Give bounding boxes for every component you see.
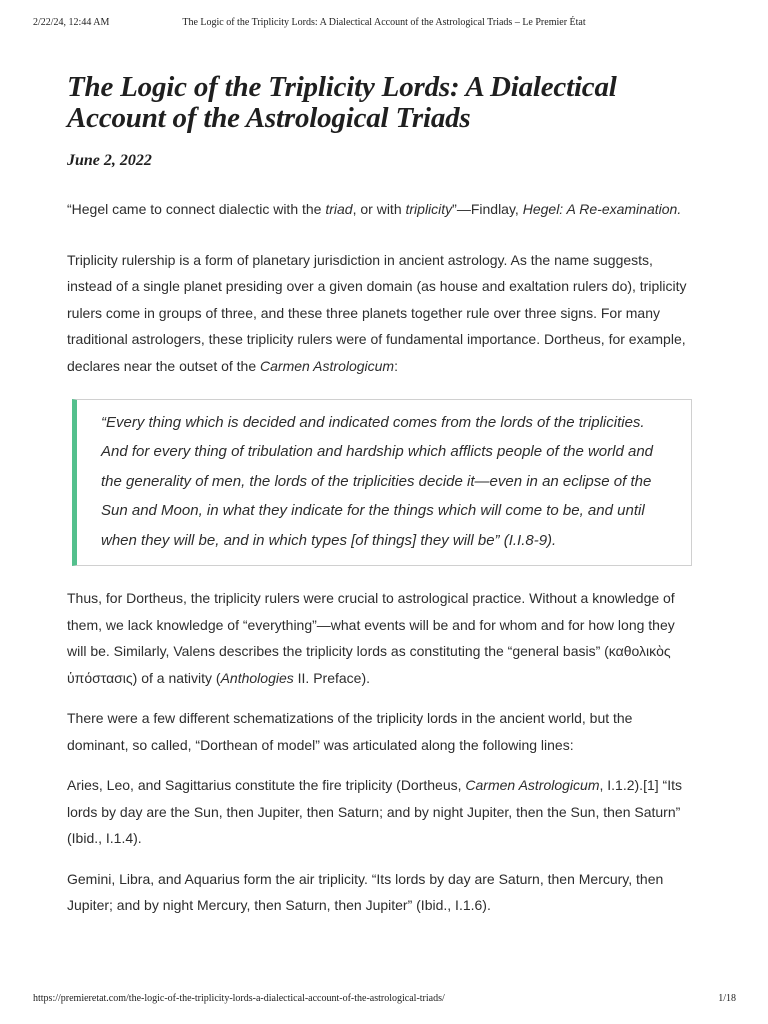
- book-title: Carmen Astrologicum: [260, 357, 395, 374]
- book-title: Anthologies: [220, 669, 294, 686]
- article-title: The Logic of the Triplicity Lords: A Dialectical Account of the Astrological Triads: [67, 71, 617, 134]
- blockquote-text: “Every thing which is decided and indicated comes from the lords of the triplicities. And for every thing of tribulation and hardship which afflicts people of the world and the generality of men, the lords of the triplicities decide it—even in an eclipse of the Sun and Moon, in what they indicate for the things which will come to be, and until when they will be, and in which types [of things] they will be” (I.I.8-9).: [101, 414, 653, 549]
- print-page-number: 1/18: [718, 993, 736, 1004]
- epigraph-emphasis: triplicity: [405, 201, 453, 217]
- print-header: [0, 17, 768, 31]
- blockquote: [72, 399, 692, 566]
- paragraph-models: There were a few different schematizations of the triplicity lords in the ancient world, but the dominant, so called, “Dorthean of model” was articulated along the following lines:: [67, 710, 633, 753]
- paragraph-text: Aries, Leo, and Sagittarius constitute the fire triplicity (Dortheus,: [67, 777, 466, 794]
- paragraph-fire-triplicity: [67, 772, 690, 852]
- epigraph-citation: Hegel: A Re-examination.: [522, 201, 682, 217]
- print-footer: [0, 993, 768, 1007]
- article: [67, 72, 690, 919]
- paragraph-thus: [67, 585, 690, 691]
- paragraph-text: Triplicity rulership is a form of planetary jurisdiction in ancient astrology. As the name suggests, instead of a single planet presiding over a given domain (as house and exaltation rulers do), triplicity rulers come in groups of three, and these three planets together rule over three signs. For many traditional astrologers, these triplicity rulers were of fundamental importance. Dortheus, for example, declares near the outset of the: [67, 251, 687, 374]
- article-date: June 2, 2022: [67, 152, 152, 169]
- epigraph-text: , or with: [352, 201, 406, 217]
- paragraph-text: II. Preface).: [293, 669, 371, 686]
- paragraph-air-triplicity: Gemini, Libra, and Aquarius form the air triplicity. “Its lords by day are Saturn, then Mercury, then Jupiter; and by night Mercury, then Saturn, then Jupiter” (Ibid., I.1.6).: [67, 870, 664, 914]
- epigraph-emphasis: triad: [325, 201, 353, 217]
- print-date: 2/22/24, 12:44 AM: [33, 17, 110, 28]
- paragraph-text: , I.1.2).[1] “Its lords by day are the Sun, then Jupiter, then Saturn; and by night Jupiter, then the Sun, then Saturn” (Ibid., I.1.4).: [67, 777, 682, 847]
- epigraph-text: “Hegel came to connect dialectic with the: [67, 201, 326, 217]
- epigraph-text: ”—Findlay,: [452, 201, 523, 217]
- book-title: Carmen Astrologicum: [465, 777, 600, 794]
- print-page-title: The Logic of the Triplicity Lords: A Dialectical Account of the Astrological Triads – Le Premier État: [182, 17, 586, 28]
- print-url: https://premieretat.com/the-logic-of-the-triplicity-lords-a-dialectical-account-of-the-astrological-triads/: [33, 993, 445, 1004]
- paragraph-text: Thus, for Dortheus, the triplicity rulers were crucial to astrological practice. Without a knowledge of them, we lack knowledge of “everything”—what events will be and for whom and for how long they will be. Similarly, Valens describes the triplicity lords as constituting the “general basis” (καθολικὸς ὑπόστασις) of a nativity (: [67, 590, 675, 686]
- epigraph: [67, 196, 690, 223]
- paragraph-intro: [67, 247, 690, 380]
- paragraph-text: :: [394, 357, 398, 374]
